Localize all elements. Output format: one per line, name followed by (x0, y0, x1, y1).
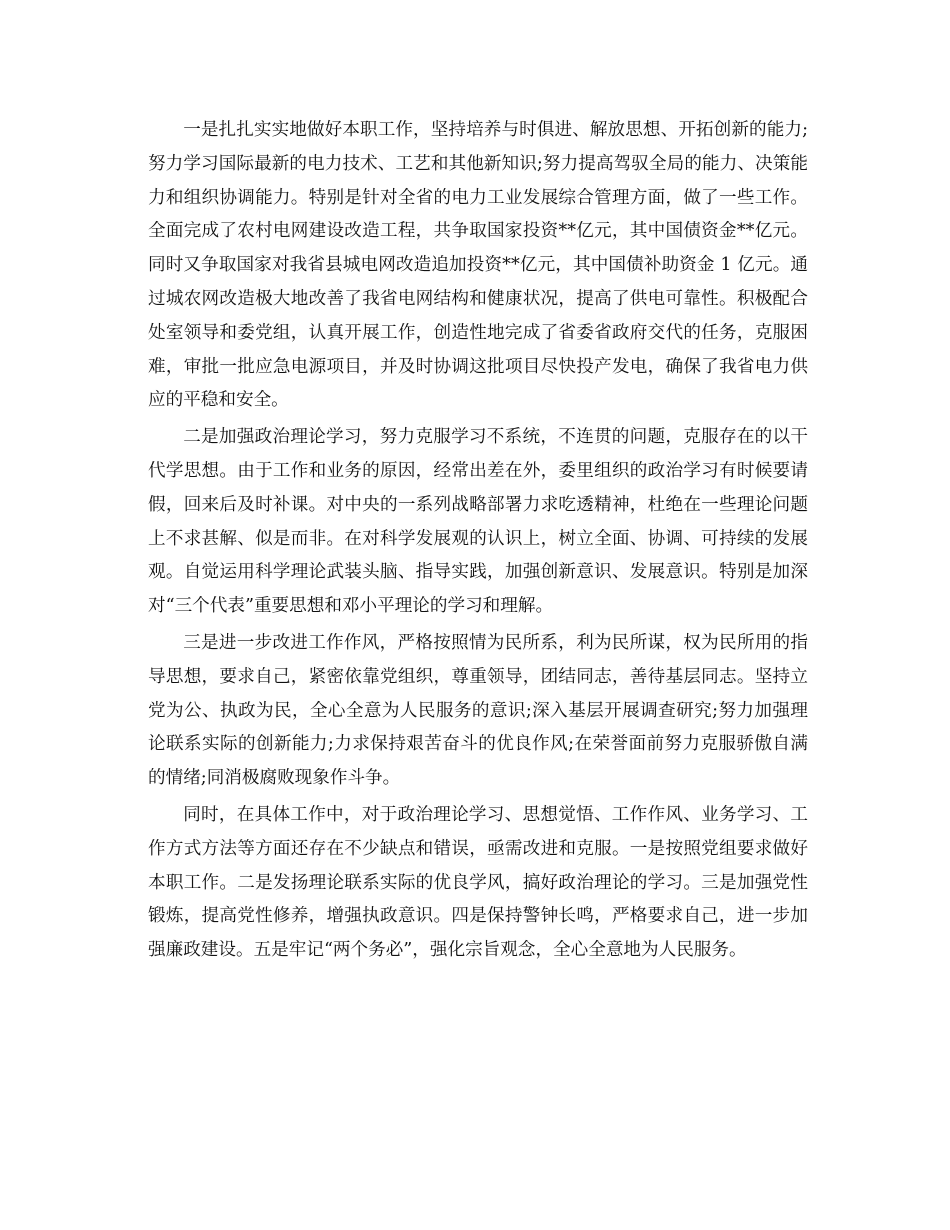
paragraph-2: 二是加强政治理论学习，努力克服学习不系统，不连贯的问题，克服存在的以干代学思想。由于工作和业务的原因，经常出差在外，委里组织的政治学习有时候要请假，回来后及时补课。对中央的一系列战略部署力求吃透精神，杜绝在一些理论问题上不求甚解、似是而非。在对科学发展观的认识上，树立全面、协调、可持续的发展观。自觉运用科学理论武装头脑、指导实践，加强创新意识、发展意识。特别是加深对“三个代表”重要思想和邓小平理论的学习和理解。 (148, 427, 808, 617)
paragraph-4: 同时，在具体工作中，对于政治理论学习、思想觉悟、工作作风、业务学习、工作方式方法等方面还存在不少缺点和错误，亟需改进和克服。一是按照党组要求做好本职工作。二是发扬理论联系实际的优良学风，搞好政治理论的学习。三是加强党性锻炼，提高党性修养，增强执政意识。四是保持警钟长鸣，严格要求自己，进一步加强廉政建设。五是牢记“两个务必”，强化宗旨观念，全心全意地为人民服务。 (148, 804, 808, 961)
paragraph-1: 一是扎扎实实地做好本职工作，坚持培养与时俱进、解放思想、开拓创新的能力;努力学习国际最新的电力技术、工艺和其他新知识;努力提高驾驭全局的能力、决策能力和组织协调能力。特别是针对全省的电力工业发展综合管理方面，做了一些工作。全面完成了农村电网建设改造工程，共争取国家投资**亿元，其中国债资金**亿元。同时又争取国家对我省县城电网改造追加投资**亿元，其中国债补助资金 1 亿元。通过城农网改造极大地改善了我省电网结构和健康状况，提高了供电可靠性。积极配合处室领导和委党组，认真开展工作，创造性地完成了省委省政府交代的任务，克服困难，审批一批应急电源项目，并及时协调这批项目尽快投产发电，确保了我省电力供应的平稳和安全。 (148, 120, 808, 411)
paragraph-3: 三是进一步改进工作作风，严格按照情为民所系，利为民所谋，权为民所用的指导思想，要求自己，紧密依靠党组织，尊重领导，团结同志，善待基层同志。坚持立党为公、执政为民，全心全意为人民服务的意识;深入基层开展调查研究;努力加强理论联系实际的创新能力;力求保持艰苦奋斗的优良作风;在荣誉面前努力克服骄傲自满的情绪;同消极腐败现象作斗争。 (148, 632, 808, 789)
document-body (148, 114, 808, 968)
